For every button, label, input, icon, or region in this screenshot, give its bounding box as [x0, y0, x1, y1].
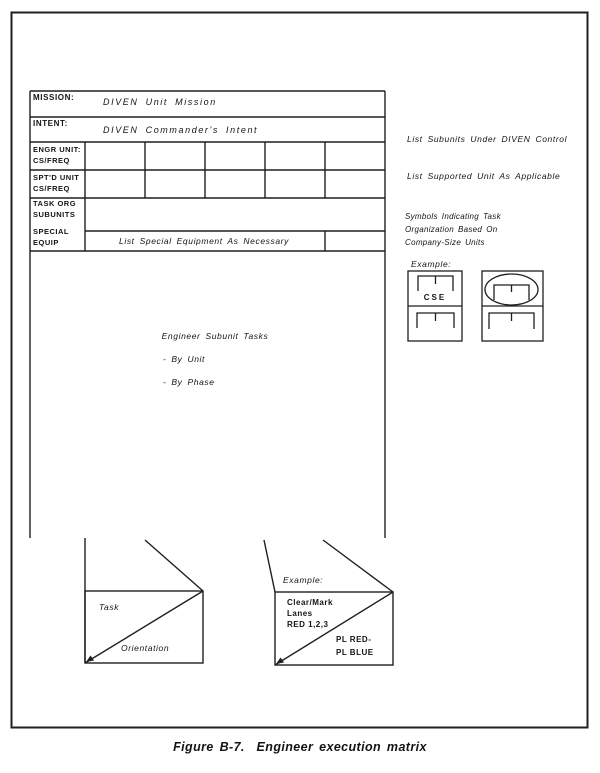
subunits-note: List Subunits Under DIVEN Control: [407, 134, 568, 144]
symbols-example-label: Example:: [411, 259, 452, 269]
matrix-center-note: [145, 327, 285, 399]
cse-label: CSE: [423, 293, 447, 302]
example-callout-task-text: Clear/Mark Lanes RED 1,2,3: [287, 598, 333, 629]
example-callout-pl-text: PL RED- PL BLUE: [336, 635, 374, 657]
center-note-title: Engineer Subunit Tasks: [161, 331, 269, 341]
figure-caption: Figure B-7. Engineer execution matrix: [173, 740, 427, 754]
engr-unit-label: ENGR UNIT: CS/FREQ: [33, 145, 81, 165]
special-equip-label: SPECIAL EQUIP: [33, 227, 70, 247]
symbols-note: Symbols Indicating Task Organization Based On Company-Size Units: [405, 212, 501, 247]
company-bracket-icon: [494, 285, 529, 300]
company-bracket-icon: [417, 313, 454, 328]
company-bracket-icon: [418, 276, 453, 291]
supported-note: List Supported Unit As Applicable: [407, 171, 561, 181]
intent-value: DIVEN Commander's Intent: [103, 125, 259, 135]
company-bracket-icon: [489, 313, 534, 329]
mission-value: DIVEN Unit Mission: [103, 97, 217, 107]
special-equip-value: List Special Equipment As Necessary: [119, 236, 289, 246]
mission-label: MISSION:: [33, 93, 75, 102]
center-note-bullet-1: - By Unit: [163, 354, 205, 364]
task-org-label: TASK ORG SUBUNITS: [33, 199, 77, 219]
task-callout-top-text: Task: [99, 602, 120, 612]
unit-symbol-examples: [408, 271, 543, 341]
header-table-lines: [30, 91, 385, 538]
center-note-bullet-2: - By Phase: [163, 377, 215, 387]
intent-label: INTENT:: [33, 119, 68, 128]
task-callout-bottom-text: Orientation: [121, 643, 170, 653]
example-callout-label: Example:: [283, 575, 324, 585]
sptd-unit-label: SPT'D UNIT CS/FREQ: [33, 173, 80, 193]
